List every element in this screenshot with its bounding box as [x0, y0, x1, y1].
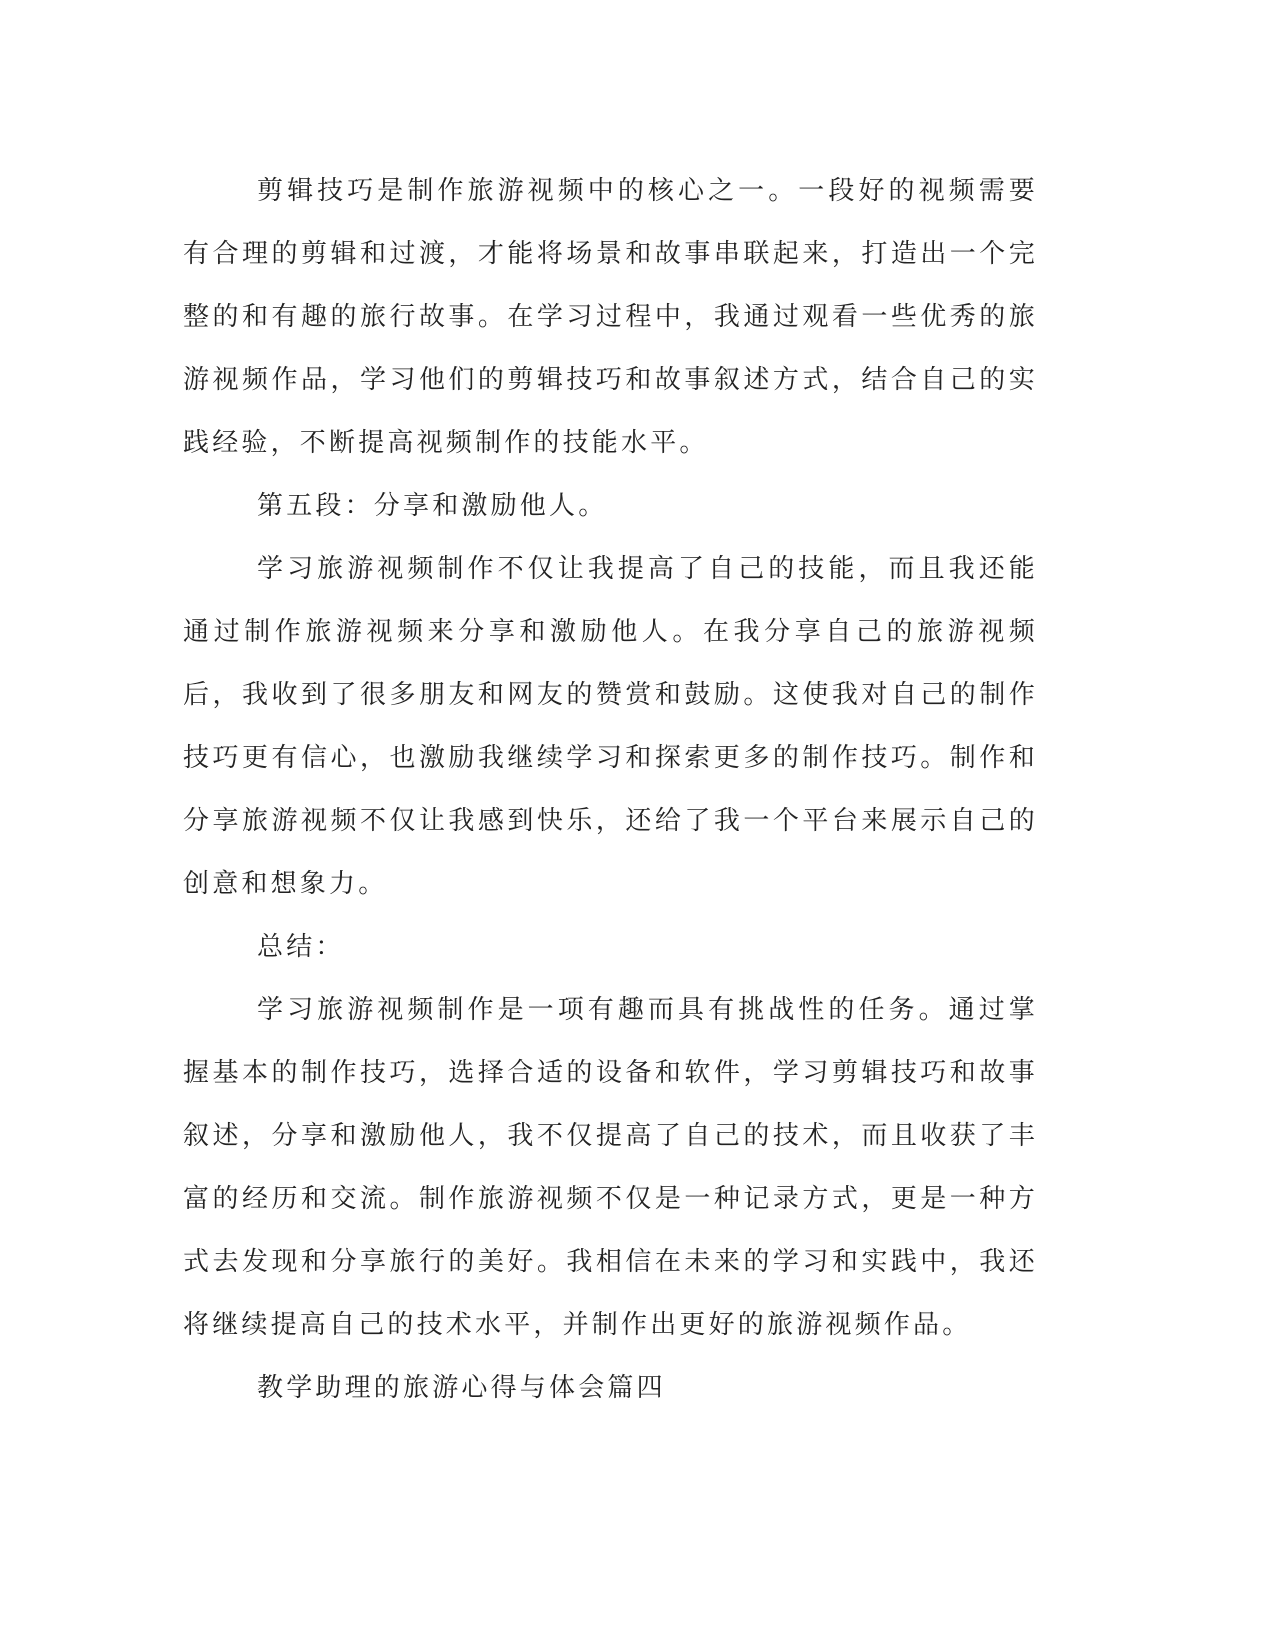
- section-heading-summary: 总结：: [257, 932, 345, 962]
- paragraph-editing-skills: 剪辑技巧是制作旅游视频中的核心之一。一段好的视频需要有合理的剪辑和过渡，才能将场景和故事串联起来，打造出一个完整的和有趣的旅行故事。在学习过程中，我通过观看一些优秀的旅游视频作品，学习他们的剪辑技巧和故事叙述方式，结合自己的实践经验，不断提高视频制作的技能水平。: [183, 176, 1038, 458]
- paragraph-summary: 学习旅游视频制作是一项有趣而具有挑战性的任务。通过掌握基本的制作技巧，选择合适的设备和软件，学习剪辑技巧和故事叙述，分享和激励他人，我不仅提高了自己的技术，而且收获了丰富的经历和交流。制作旅游视频不仅是一种记录方式，更是一种方式去发现和分享旅行的美好。我相信在未来的学习和实践中，我还将继续提高自己的技术水平，并制作出更好的旅游视频作品。: [183, 995, 1038, 1340]
- chapter-title-part-four: 教学助理的旅游心得与体会篇四: [257, 1373, 666, 1403]
- section-heading-part-five: 第五段：分享和激励他人。: [257, 491, 608, 521]
- document-body: [183, 160, 1038, 1420]
- paragraph-sharing-inspiring: 学习旅游视频制作不仅让我提高了自己的技能，而且我还能通过制作旅游视频来分享和激励他人。在我分享自己的旅游视频后，我收到了很多朋友和网友的赞赏和鼓励。这使我对自己的制作技巧更有信心，也激励我继续学习和探索更多的制作技巧。制作和分享旅游视频不仅让我感到快乐，还给了我一个平台来展示自己的创意和想象力。: [183, 554, 1038, 899]
